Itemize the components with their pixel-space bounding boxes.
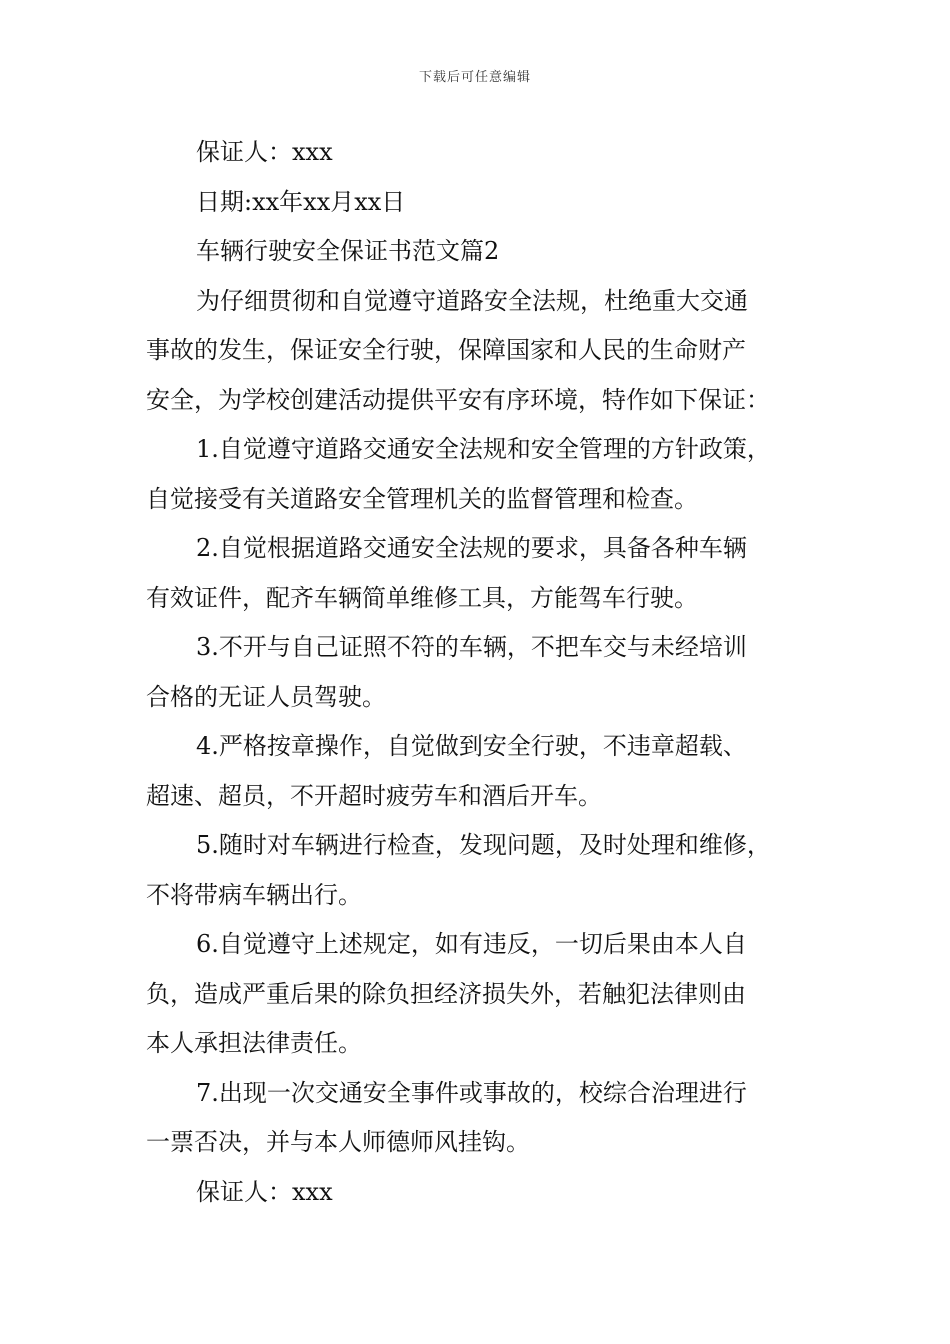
- text-line: 本人承担法律责任。: [146, 1029, 362, 1057]
- text-line: 1.自觉遵守道路交通安全法规和安全管理的方针政策，: [196, 435, 771, 463]
- text-line: 6.自觉遵守上述规定，如有违反，一切后果由本人自: [196, 930, 747, 958]
- text-line: 4.严格按章操作，自觉做到安全行驶，不违章超载、: [196, 732, 747, 760]
- text-line: 不将带病车辆出行。: [146, 880, 362, 909]
- text-line: 有效证件，配齐车辆简单维修工具，方能驾车行驶。: [146, 583, 698, 612]
- text-line: 日期:xx年xx月xx日: [196, 187, 406, 216]
- text-line: 为仔细贯彻和自觉遵守道路安全法规，杜绝重大交通: [196, 286, 748, 315]
- text-line: 3.不开与自己证照不符的车辆，不把车交与未经培训: [196, 633, 747, 661]
- text-line: 一票否决，并与本人师德师风挂钩。: [146, 1128, 530, 1156]
- text-line: 车辆行驶安全保证书范文篇2: [196, 237, 500, 265]
- document-body: [146, 128, 811, 1217]
- text-line: 安全，为学校创建活动提供平安有序环境，特作如下保证：: [146, 385, 770, 414]
- text-line: 负，造成严重后果的除负担经济损失外，若触犯法律则由: [146, 979, 746, 1008]
- text-line: 事故的发生，保证安全行驶，保障国家和人民的生命财产: [146, 336, 746, 364]
- page-header: 下载后可任意编辑: [418, 70, 531, 85]
- text-line: 超速、超员，不开超时疲劳车和酒后开车。: [146, 781, 602, 810]
- text-line: 5.随时对车辆进行检查，发现问题，及时处理和维修，: [196, 831, 771, 859]
- text-line: 保证人：xxx: [196, 138, 333, 166]
- text-line: 7.出现一次交通安全事件或事故的，校综合治理进行: [196, 1078, 747, 1107]
- text-line: 2.自觉根据道路交通安全法规的要求，具备各种车辆: [196, 534, 747, 562]
- text-line: 合格的无证人员驾驶。: [146, 682, 386, 711]
- text-line: 自觉接受有关道路安全管理机关的监督管理和检查。: [146, 484, 698, 513]
- text-line: 保证人：xxx: [196, 1177, 333, 1206]
